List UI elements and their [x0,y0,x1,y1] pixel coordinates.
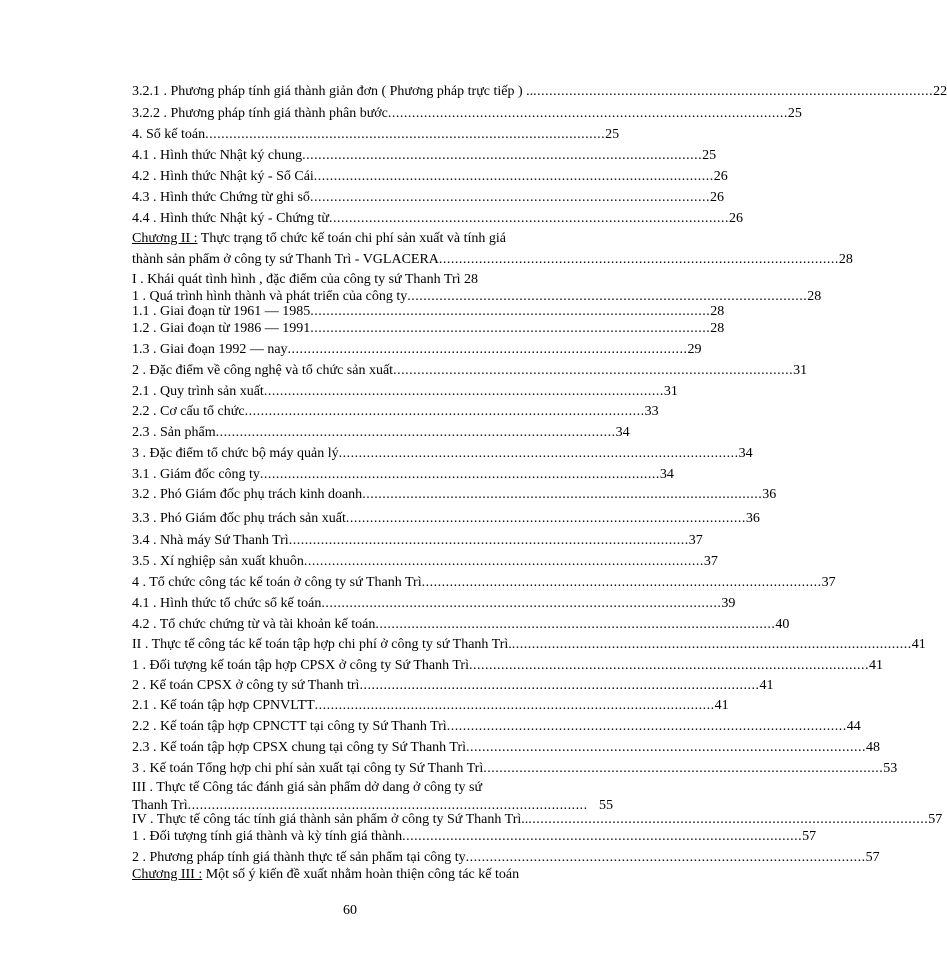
toc-entry[interactable]: 1.3 . Giai đoạn 1992 — nay .................................................................................................... 29 [132,342,702,357]
toc-entry[interactable]: 3.2.2 . Phương pháp tính giá thành phân bước .................................................................................................... 25 [132,106,802,121]
toc-entry[interactable]: 4.2 . Hình thức Nhật ký - Sổ Cái .................................................................................................... 26 [132,169,728,184]
chapter-label: Chương III : [132,867,203,882]
page-number: 60 [343,903,357,918]
toc-entry[interactable]: 2.3 . Kế toán tập hợp CPSX chung tại công ty Sứ Thanh Trì .................................................................................................... 48 [132,740,881,755]
toc-entry[interactable]: 2.3 . Sản phẩm .................................................................................................... 34 [132,425,630,440]
toc-entry[interactable]: 2.1 . Quy trình sản xuất .................................................................................................... 31 [132,384,678,399]
toc-entry[interactable]: 3.1 . Giám đốc công ty .................................................................................................... 34 [132,467,674,482]
toc-entry[interactable]: 1 . Đối tượng kế toán tập hợp CPSX ở công ty Sứ Thanh Trì .................................................................................................... 41 [132,658,883,673]
toc-entry[interactable]: 3.2 . Phó Giám đốc phụ trách kinh doanh .................................................................................................... 36 [132,487,777,502]
toc-entry[interactable]: 2 . Đặc điểm về công nghệ và tổ chức sản xuất .................................................................................................... 31 [132,363,808,378]
chapter-heading: Chương II : Thực trạng tổ chức kế toán chi phí sản xuất và tính giá [132,231,506,246]
toc-entry[interactable]: 3 . Đặc điểm tổ chức bộ máy quản lý .................................................................................................... 34 [132,446,753,461]
toc-entry[interactable]: 2 . Kế toán CPSX ở công ty sứ Thanh trì .................................................................................................... 41 [132,678,774,693]
chapter-heading: Chương III : Một số ý kiến đề xuất nhằm hoàn thiện công tác kế toán [132,867,520,882]
toc-entry[interactable]: 4.2 . Tổ chức chứng từ và tài khoản kế toán .................................................................................................... 40 [132,617,790,632]
toc-entry[interactable]: 2.2 . Cơ cấu tổ chức .................................................................................................... 33 [132,404,659,419]
toc-entry[interactable]: III . Thực tế Công tác đánh giá sản phẩm dở dang ở công ty sứ [132,780,483,795]
toc-entry[interactable]: 3.4 . Nhà máy Sứ Thanh Trì .................................................................................................... 37 [132,533,703,548]
toc-entry[interactable]: IV . Thực tế công tác tính giá thành sản phẩm ở công ty Sứ Thanh Trì.. .................................................................................................... 57 [132,812,943,827]
toc-entry[interactable]: 3.5 . Xí nghiệp sản xuất khuôn .................................................................................................... 37 [132,554,718,569]
toc-entry[interactable]: 1 . Đối tượng tính giá thành và kỳ tính giá thành .................................................................................................... 57 [132,829,817,844]
toc-entry[interactable]: 1 . Quá trình hình thành và phát triển của công ty .................................................................................................... 28 [132,289,822,304]
toc-entry[interactable]: 1.1 . Giai đoạn từ 1961 — 1985 .................................................................................................... 28 [132,304,725,319]
toc-entry[interactable]: 2 . Phương pháp tính giá thành thực tế sản phẩm tại công ty .................................................................................................... 57 [132,850,880,865]
toc-entry[interactable]: thành sản phẩm ở công ty sứ Thanh Trì - VGLACERA .................................................................................................... 28 [132,252,853,267]
toc-entry[interactable]: 4.1 . Hình thức Nhật ký chung .................................................................................................... 25 [132,148,717,163]
toc-entry[interactable]: I . Khái quát tình hình , đặc điểm của công ty sứ Thanh Trì 28 [132,272,479,287]
toc-entry[interactable]: 3.2.1 . Phương pháp tính giá thành giản đơn ( Phương pháp trực tiếp ) .. .................................................................................................... 22 [132,84,947,99]
toc-entry[interactable]: 4.4 . Hình thức Nhật ký - Chứng từ .................................................................................................... 26 [132,211,743,226]
chapter-label: Chương II : [132,231,198,246]
toc-entry[interactable]: 3.3 . Phó Giám đốc phụ trách sản xuất .................................................................................................... 36 [132,511,760,526]
toc-entry[interactable]: II . Thực tế công tác kế toán tập hợp chi phí ở công ty sứ Thanh Trì. .................................................................................................... 41 [132,637,926,652]
toc-entry[interactable]: 1.2 . Giai đoạn từ 1986 — 1991 .................................................................................................... 28 [132,321,725,336]
toc-entry[interactable]: Thanh Trì .................................................................................................... 55 [132,798,613,813]
toc-entry[interactable]: 4.3 . Hình thức Chứng từ ghi sổ .................................................................................................... 26 [132,190,724,205]
toc-entry[interactable]: 4.1 . Hình thức tổ chức sổ kế toán .................................................................................................... 39 [132,596,736,611]
toc-entry[interactable]: 3 . Kế toán Tổng hợp chi phí sản xuất tại công ty Sứ Thanh Trì .................................................................................................... 53 [132,761,898,776]
toc-entry[interactable]: 4 . Tổ chức công tác kế toán ở công ty sứ Thanh Trì .................................................................................................... 37 [132,575,836,590]
toc-entry[interactable]: 4. Sổ kế toán .................................................................................................... 25 [132,127,620,142]
toc-entry[interactable]: 2.1 . Kế toán tập hợp CPNVLTT .................................................................................................... 41 [132,698,729,713]
toc-entry[interactable]: 2.2 . Kế toán tập hợp CPNCTT tại công ty Sứ Thanh Trì .................................................................................................... 44 [132,719,861,734]
